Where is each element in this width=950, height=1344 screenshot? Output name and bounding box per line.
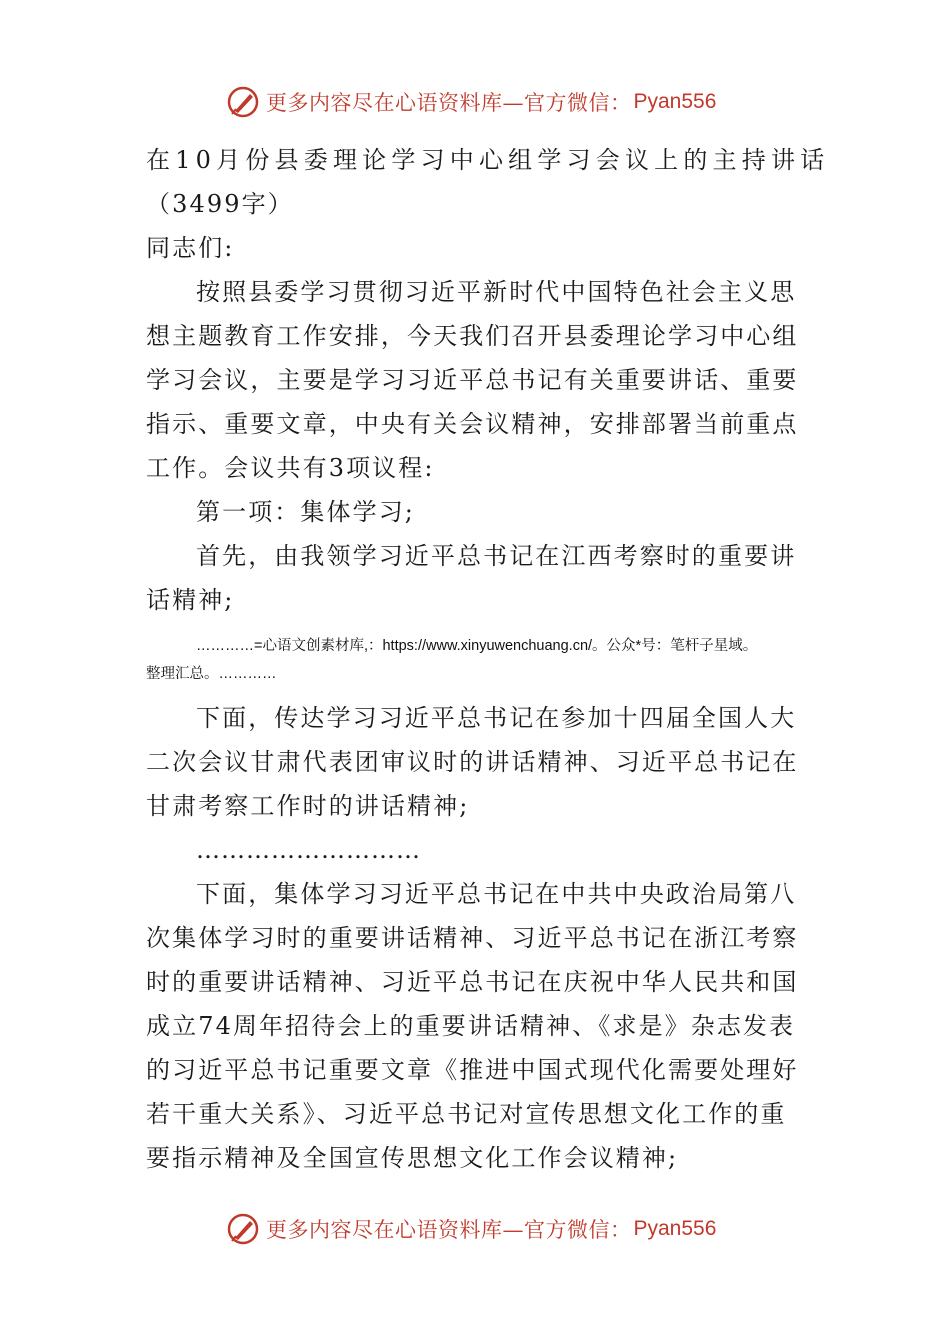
intro-line: 指示、重要文章，中央有关会议精神，安排部署当前重点 [146, 410, 799, 438]
intro-line: 学习会议，主要是学习习近平总书记有关重要讲话、重要 [146, 366, 799, 394]
paragraph-line: 甘肃考察工作时的讲话精神; [146, 792, 470, 820]
agenda-item-1: 第一项：集体学习; [196, 498, 415, 526]
document-body [146, 138, 830, 1180]
paragraph-line: 话精神; [146, 586, 235, 614]
intro-line: 工作。会议共有3项议程: [146, 454, 435, 482]
header-banner [226, 82, 716, 122]
paragraph-line: 时的重要讲话精神、习近平总书记在庆祝中华人民共和国 [146, 968, 799, 996]
paragraph-line: 下面，传达学习习近平总书记在参加十四届全国人大 [196, 704, 797, 732]
paragraph-line: 次集体学习时的重要讲话精神、习近平总书记在浙江考察 [146, 924, 799, 952]
paragraph-line: 若干重大关系》、习近平总书记对宣传思想文化工作的重 [146, 1100, 787, 1128]
banner-wechat-handle: Pyan556 [633, 90, 717, 113]
title-line-1: 在10月份县委理论学习中心组学习会议上的主持讲话 [146, 146, 830, 174]
quill-pen-icon [226, 1212, 260, 1246]
source-note: …………=心语文创素材库,：https://www.xinyuwenchuang.cn/。公众*号：笔杆子星域。 [196, 638, 758, 654]
intro-line: 按照县委学习贯彻习近平新时代中国特色社会主义思 [196, 278, 797, 306]
intro-line: 想主题教育工作安排，今天我们召开县委理论学习中心组 [146, 322, 799, 350]
source-note: 整理汇总。………… [146, 666, 277, 682]
paragraph-line: 成立74周年招待会上的重要讲话精神、《求是》杂志发表 [146, 1012, 796, 1040]
greeting: 同志们: [146, 234, 235, 262]
paragraph-line: 要指示精神及全国宣传思想文化工作会议精神; [146, 1144, 679, 1172]
title-line-2: （3499字） [146, 190, 294, 218]
quill-pen-icon [226, 85, 260, 119]
banner-wechat-handle: Pyan556 [633, 1217, 717, 1240]
paragraph-line: 首先，由我领学习近平总书记在江西考察时的重要讲 [196, 542, 797, 570]
footer-banner [226, 1209, 716, 1249]
ellipsis: ……………………… [196, 836, 421, 864]
paragraph-line: 下面，集体学习习近平总书记在中共中央政治局第八 [196, 880, 797, 908]
paragraph-line: 二次会议甘肃代表团审议时的讲话精神、习近平总书记在 [146, 748, 799, 776]
banner-slogan: 更多内容尽在心语资料库—官方微信： [266, 91, 632, 115]
paragraph-line: 的习近平总书记重要文章《推进中国式现代化需要处理好 [146, 1056, 799, 1084]
banner-slogan: 更多内容尽在心语资料库—官方微信： [266, 1218, 632, 1242]
